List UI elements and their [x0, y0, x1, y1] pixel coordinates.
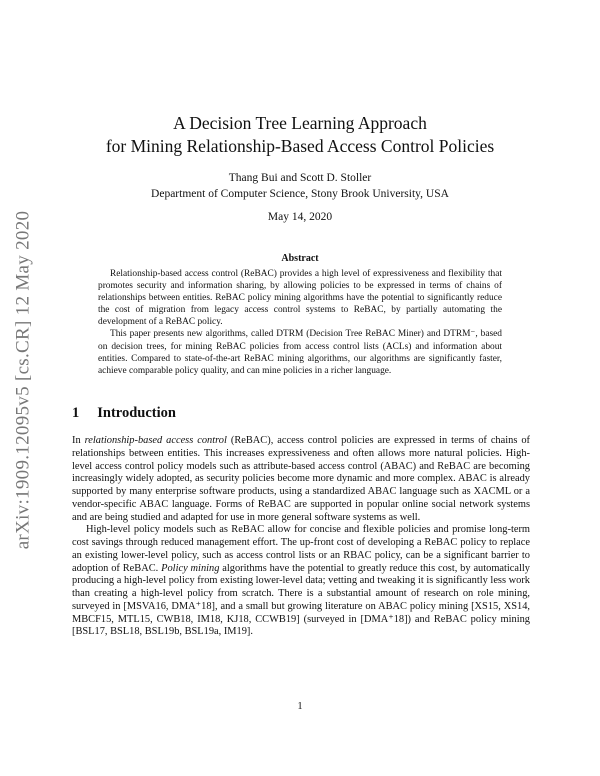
abstract-paragraph-2: This paper presents new algorithms, called DTRM (Decision Tree ReBAC Miner) and DTRM⁻, based on decision trees, for mining ReBAC policies from access control lists (ACLs) and information about entities. Compared to state-of-the-art ReBAC mining algorithms, our algorithms are significantly faster, achieve comparable policy quality, and can mine policies in a richer language. [98, 329, 502, 376]
arxiv-identifier-stamp [2, 195, 44, 565]
emphasis-policy-mining: Policy mining [161, 562, 220, 574]
abstract-heading: Abstract [281, 253, 319, 264]
abstract-paragraph-1: Relationship-based access control (ReBAC) provides a high level of expressiveness and flexibility that promotes security and information sharing, by allowing policies to be expressed in terms of chains of relationships between entities. ReBAC policy mining algorithms have the potential to significantly reduce the cost of migration from legacy access control systems to ReBAC, by partially automating the development of a ReBAC policy. [98, 269, 502, 328]
paper-date: May 14, 2020 [267, 211, 333, 223]
author-block [60, 170, 540, 202]
intro-paragraph-1: In relationship-based access control (ReBAC), access control policies are expressed in terms of chains of relationships between entities. This increases expressiveness and often allows more natural policies. High-level access control policy models such as attribute-based access control (ABAC) and ReBAC are becoming increasingly widely adopted, as security policies become more dynamic and more complex. ABAC is already supported by many enterprise software products, using a standardized ABAC language such as XACML or a vendor-specific ABAC language. Forms of ReBAC are supported in popular online social network systems and are being studied and adapted for use in more general software systems as well. [72, 435, 530, 523]
author-affiliation: Department of Computer Science, Stony Brook University, USA [151, 188, 449, 200]
abstract-body [98, 268, 502, 377]
page-number: 1 [297, 701, 303, 712]
section-heading [72, 405, 176, 422]
intro-paragraph-2: High-level policy models such as ReBAC allow for concise and flexible policies and promise long-term cost savings through reduced management effort. The up-front cost of developing a ReBAC policy to replace an existing lower-level policy, such as access control lists or an RBAC policy, can be a significant barrier to adoption of ReBAC. Policy mining algorithms have the potential to greatly reduce this cost, by automatically producing a high-level policy from existing lower-level data; vetting and tweaking it is significantly less work than creating a high-level policy from scratch. There is a substantial amount of research on role mining, surveyed in [MSVA16, DMA⁺18], and a small but growing literature on ABAC policy mining [XS15, XS14, MBCF15, MTL15, CWB18, IM18, KJ18, CCWB19] (surveyed in [DMA⁺18]) and ReBAC policy mining [BSL17, BSL18, BSL19b, BSL19a, IM19]. [72, 524, 530, 638]
introduction-body [72, 435, 530, 639]
title-line-1: A Decision Tree Learning Approach [173, 113, 427, 133]
section-title: Introduction [97, 405, 176, 421]
emphasis-rebac: relationship-based access control [84, 435, 227, 446]
section-number: 1 [72, 405, 80, 421]
author-names: Thang Bui and Scott D. Stoller [228, 172, 372, 184]
title-line-2: for Mining Relationship-Based Access Control Policies [105, 136, 495, 156]
arxiv-identifier-text: arXiv:1909.12095v5 [cs.CR] 12 May 2020 [12, 210, 33, 550]
paper-title [60, 112, 540, 158]
